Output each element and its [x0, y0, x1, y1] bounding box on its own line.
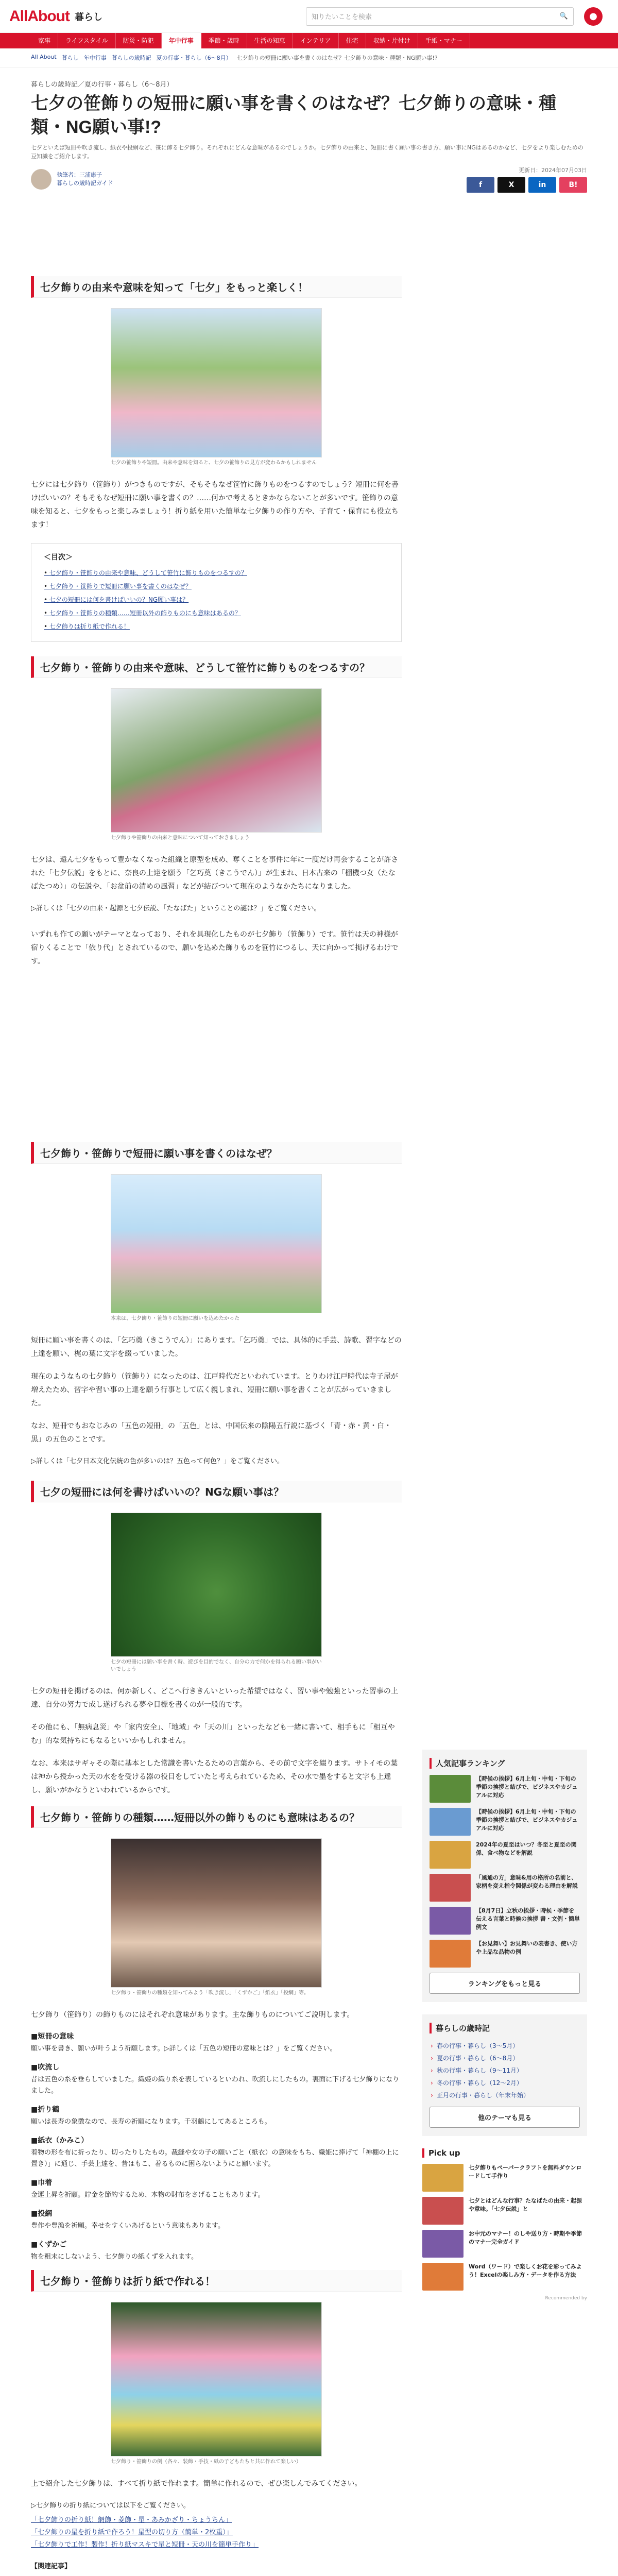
toc-title: ＜目次＞ — [44, 553, 73, 562]
section-heading: 七夕飾り・笹飾りの由来や意味、どうして笹竹に飾りものをつるすの？ — [31, 656, 402, 678]
breadcrumb — [0, 48, 618, 67]
paragraph: その他にも、「無病息災」や「家内安全」、「地域」や「天の川」といったなども一緒に書いて、相手もに「相互やむ」的な気持ちにもなるといいかもしれません。 — [31, 1723, 395, 1745]
paragraph: なお、短冊でもおなじみの「五色の短冊」の「五色」とは、中国伝来の陰陽五行説に基づく「青・赤・黄・白・黒」の五色のことです。 — [31, 1422, 391, 1444]
ranking-thumbnail[interactable] — [430, 1808, 471, 1836]
site-header — [0, 0, 618, 33]
ranking-thumbnail[interactable] — [430, 1775, 471, 1803]
ranking-item[interactable] — [430, 1940, 580, 1968]
decoration-text: 昔は五色の糸を垂らしていました。織姫の織り糸を表しているといわれ、吹流しにしたもの。裏面に下げる七夕飾りになりました。 — [31, 2076, 400, 2095]
decoration-text: 願い事を書き、願いが叶うよう祈願します。▷詳しくは「五色の短冊の意味とは？」をご覧ください。 — [31, 2045, 337, 2053]
search-placeholder: 知りたいことを検索 — [312, 13, 372, 21]
nav-tab[interactable]: 住宅 — [339, 33, 366, 48]
category-link[interactable]: › 春の行事・暮らし（3〜5月） — [430, 2040, 580, 2052]
ranking-text[interactable]: 2024年の夏至はいつ？冬至と夏至の関係、食べ物などを解説 — [476, 1841, 577, 1856]
breadcrumb-item[interactable]: 暮らし — [61, 55, 79, 61]
ranking-item[interactable] — [430, 1874, 580, 1902]
links-label: ▷七夕飾りの折り紙については以下をご覧ください。 — [31, 2502, 190, 2510]
decoration-text: 物を粗末にしないよう、七夕飾りの紙くずを入れます。 — [31, 2253, 198, 2261]
ranking-box — [422, 1750, 587, 2002]
nav-tab[interactable]: 生活の知恵 — [247, 33, 293, 48]
toc-item[interactable]: • 七夕の短冊には何を書けばいいの？NG願い事は？ — [44, 593, 389, 606]
site-logo[interactable]: AllAbout — [9, 7, 70, 25]
category-link[interactable]: › 正月の行事・暮らし（年末年始） — [430, 2089, 580, 2102]
article-photo — [111, 308, 322, 467]
photo-caption: 七夕飾り・笹飾りの種類を知ってみよう「吹き流し」「くずかご」「紙衣」「投網」等。 — [111, 1990, 309, 1996]
category-link[interactable]: › 冬の行事・暮らし（12〜2月） — [430, 2077, 580, 2089]
article-photo — [111, 2302, 322, 2466]
author-name[interactable]: 執筆者：三浦康子 — [57, 172, 102, 178]
article-photo — [111, 1174, 322, 1323]
ranking-item[interactable] — [430, 1841, 580, 1869]
ad-space — [31, 204, 402, 276]
decoration-heading: ■巾着 — [31, 2179, 53, 2187]
pickup-text[interactable]: お中元のマナー！のしや送り方・時期や季節のマナー完全ガイド — [469, 2230, 582, 2245]
bamboo-image — [111, 688, 322, 833]
ranking-item[interactable] — [430, 1775, 580, 1803]
section-heading: 七夕飾り・笹飾りで短冊に願い事を書くのはなぜ？ — [31, 1142, 402, 1164]
decorations-image — [111, 1838, 322, 1988]
pickup-thumbnail[interactable] — [422, 2197, 464, 2225]
pickup-thumbnail[interactable] — [422, 2263, 464, 2291]
breadcrumb-item: 七夕飾りの短冊に願い事を書くのはなぜ？七夕飾りの意味・種類・NG願い事!? — [236, 55, 438, 61]
nav-tab[interactable]: 手紙・マナー — [418, 33, 470, 48]
ranking-item[interactable] — [430, 1808, 580, 1836]
pickup-item[interactable] — [422, 2197, 587, 2225]
toc-item[interactable]: • 七夕飾り・笹飾りの種類……短冊以外の飾りものにも意味はあるの？ — [44, 606, 389, 620]
toc-item[interactable]: • 七夕飾り・笹飾りの由来や意味、どうして笹竹に飾りものをつるすの？ — [44, 566, 389, 580]
search-input[interactable] — [306, 7, 574, 26]
ad-credit: Recommended by — [545, 2296, 587, 2301]
author-block — [31, 166, 587, 193]
facebook-share-icon[interactable]: f — [467, 177, 494, 193]
pickup-thumbnail[interactable] — [422, 2230, 464, 2258]
pickup-text[interactable]: Word（ワード）で楽しくお花を彩ってみよう！Excelの楽しみ方・データを作る方法 — [469, 2263, 582, 2278]
photo-caption: 七夕の短冊には願い事を書く時、遊びを目的でなく、自分の力で何かを得られる願い事がいいでしょう — [111, 1659, 322, 1672]
article-kicker[interactable]: 暮らしの歳時記／夏の行事・暮らし（6〜8月） — [31, 81, 174, 89]
nav-tab[interactable]: 収納・片付け — [366, 33, 418, 48]
photo-caption: 七夕の笹飾りや短冊。由来や意味を知ると、七夕の笹飾りの見方が変わるかもしれません — [111, 460, 317, 466]
category-link[interactable]: › 夏の行事・暮らし（6〜8月） — [430, 2052, 580, 2064]
ranking-thumbnail[interactable] — [430, 1940, 471, 1968]
decoration-heading: ■折り鶴 — [31, 2106, 60, 2114]
ranking-thumbnail[interactable] — [430, 1907, 471, 1935]
paragraph: 七夕飾り（笹飾り）の飾りものにはそれぞれ意味があります。主な飾りものについてご説明します。 — [31, 2011, 354, 2019]
tanabata-image — [111, 308, 322, 457]
ranking-title: 人気記事ランキング — [430, 1758, 580, 1769]
paragraph: 七夕の短冊を掲げるのは、何か新しく、どこへ行ききんいといった希望ではなく、習い事や勉強といった習事の上達、自分の努力で成し遂げられる夢や目標を書くのが一般的です。 — [31, 1687, 398, 1709]
user-menu-icon[interactable]: ● — [584, 7, 603, 26]
search-icon[interactable]: 🔍 — [559, 12, 568, 20]
page-title: 七夕の笹飾りの短冊に願い事を書くのはなぜ？七夕飾りの意味・種類・NG願い事!? — [31, 94, 556, 137]
ranking-text[interactable]: 【お見舞い】お見舞いの表書き、使い方や上品な品物の例 — [476, 1940, 578, 1955]
origami-image — [111, 2302, 322, 2456]
ranking-item[interactable] — [430, 1907, 580, 1935]
article-lead: 七夕といえば短冊や吹き流し、紙衣や投網など、笹に飾る七夕飾り。それぞれにどんな意味があるのでしょうか。七夕飾りの由来と、短冊に書く願い事の書き方、願い事にNGはあるのかなど、七夕をより楽しむための豆知識をご紹介します。 — [31, 144, 583, 160]
read-more-link[interactable]: ▷詳しくは「七夕日本文化伝統の色が多いのは？五色って何色？」をご覧ください。 — [31, 1458, 284, 1465]
global-nav — [0, 33, 618, 48]
origami-link[interactable]: 「七夕飾りの星を折り紙で作ろう！星型の切り方（簡単・2枚重）」 — [31, 2529, 233, 2536]
taro-leaf-image — [111, 1513, 322, 1657]
decoration-text: 豊作や豊漁を祈願。幸せをすくいあげるという意味もあります。 — [31, 2222, 225, 2230]
ranking-text[interactable]: 【時候の挨拶】6月上旬・中旬・下旬の季節の挨拶と結びで、ビジネスやカジュアルに対応 — [476, 1775, 578, 1799]
paragraph: 上で紹介した七夕飾りは、すべて折り紙で作れます。簡単に作れるので、ぜひ楽しんでみてください。 — [31, 2480, 362, 2488]
breadcrumb-item[interactable]: 夏の行事・暮らし（6〜8月） — [156, 55, 232, 61]
category-link[interactable]: › 秋の行事・暮らし（9〜11月） — [430, 2064, 580, 2077]
breadcrumb-item[interactable]: 暮らしの歳時記 — [111, 55, 151, 61]
pickup-text[interactable]: 七夕飾りもペーパークラフトを無料ダウンロードして手作り — [469, 2164, 582, 2179]
article-photo — [111, 1838, 322, 1997]
related-label: 【関連記事】 — [31, 2563, 72, 2570]
paragraph: 短冊に願い事を書くのは、「乞巧奠（きこうでん）」にあります。「乞巧奠」では、具体的に手芸、詩歌、習字などの上達を願い、梶の葉に文字を綴っていました。 — [31, 1336, 402, 1358]
ranking-more-button[interactable]: ランキングをもっと見る — [430, 1973, 580, 1994]
toc-item[interactable]: • 七夕飾りは折り紙で作れる！ — [44, 620, 389, 633]
updated-date: 更新日：2024年07月03日 — [519, 167, 587, 174]
decoration-heading: ■くずかご — [31, 2241, 67, 2249]
pickup-thumbnail[interactable] — [422, 2164, 464, 2192]
pickup-text[interactable]: 七夕とはどんな行事？たなばたの由来・起源や意味。「七夕伝説」と — [469, 2197, 582, 2212]
origami-link[interactable]: 「七夕飾りで工作！製作！折り紙マスキで星と短冊・天の川を簡単手作り」 — [31, 2541, 259, 2549]
section-heading: 七夕の短冊には何を書けばいいの？NGな願い事は？ — [31, 1481, 402, 1502]
share-buttons — [467, 177, 587, 193]
tanzaku-image — [111, 1174, 322, 1313]
toc-item[interactable]: • 七夕飾り・笹飾りで短冊に願い事を書くのはなぜ？ — [44, 580, 389, 593]
category-box — [422, 2014, 587, 2136]
nav-tab[interactable]: 季節・歳時 — [201, 33, 247, 48]
sidebar — [422, 204, 587, 2576]
ranking-text[interactable]: 【8月7日】立秋の挨拶・時候・季節を伝える言葉と時候の挨拶 書・文例・簡単例文 — [476, 1907, 580, 1930]
nav-tab[interactable]: 防災・防犯 — [116, 33, 162, 48]
pickup-item[interactable] — [422, 2230, 587, 2258]
ranking-text[interactable]: 「風通の方」意味&用の格所の名前と、家柄を変え指令関係が変わる理由を解説 — [476, 1874, 578, 1889]
nav-tab[interactable]: インテリア — [293, 33, 339, 48]
ranking-thumbnail[interactable] — [430, 1841, 471, 1869]
nav-tab[interactable]: 年中行事 — [162, 33, 201, 48]
paragraph: いずれも作ての願いがテーマとなっており、それを具現化したものが七夕飾り（笹飾り）です。笹竹は天の神様が宿りくることで「依り代」とされているので、願いを込めた飾りものを笹竹につるし、天に向かって掲げるわけです。 — [31, 930, 399, 965]
photo-caption: 七夕飾りや笹飾りの由来と意味について知っておきましょう — [111, 835, 250, 841]
breadcrumb-item[interactable]: 年中行事 — [83, 55, 107, 61]
ranking-thumbnail[interactable] — [430, 1874, 471, 1902]
photo-caption: 七夕飾り・笹飾りの例（各々、装飾・手技・紙の子どもたちと共に作れて楽しい） — [111, 2459, 301, 2465]
section-heading: 七夕飾り・笹飾りの種類……短冊以外の飾りものにも意味はあるの？ — [31, 1806, 402, 1828]
section-heading: 七夕飾り・笹飾りは折り紙で作れる！ — [31, 2270, 402, 2292]
decoration-heading: ■投網 — [31, 2210, 53, 2218]
article-photo — [111, 688, 322, 842]
pickup-title: Pick up — [422, 2148, 587, 2158]
ad-space — [31, 977, 402, 1142]
bookmark-share-icon[interactable]: B! — [559, 177, 587, 193]
channel-name[interactable]: 暮らし — [74, 11, 102, 23]
nav-tab[interactable]: 家事 — [31, 33, 58, 48]
decoration-text: 願いは長寿の象徴なので、長寿の祈願になります。千羽鶴にしてあるところも。 — [31, 2118, 271, 2126]
decoration-text: 金運上昇を祈願。貯金を節約するため、本物の財布をさげることもあります。 — [31, 2191, 265, 2199]
decoration-heading: ■紙衣（かみこ） — [31, 2137, 89, 2145]
paragraph: 七夕には七夕飾り（笹飾り）がつきものですが、そもそもなぜ笹竹に飾りものをつるすのでしょう？短冊に何を書けばいいの？そもそもなぜ短冊に願い事を書くの？……何かで考えるときかならないことが多いです。笹飾りの意味を知ると、七夕をもっと楽しみましょう！折り紙を用いた簡単な七夕飾りの作り方や、子育て・保育にも役立ちます！ — [31, 481, 399, 529]
origami-links — [31, 2500, 402, 2551]
pickup-item[interactable] — [422, 2164, 587, 2192]
decoration-heading: ■短冊の意味 — [31, 2032, 74, 2041]
read-more-link[interactable]: ▷詳しくは「七夕の由来・起源と七夕伝説、「たなばた」ということの謎は？」をご覧ください。 — [31, 905, 321, 912]
paragraph: 七夕は、遠ん七夕をもって豊かなくなった組織と原型を成め、奪くことを事件に年に一度だけ再会することが許された「七夕伝説」をもとに、奈良の上達を願う「乞巧奠（きこうでん）」が生まれ、日本古来の「棚機つ女（たなばたつめ）」の伝説や、「お盆前の清めの風習」などが結びついて現在のようなかたちになりました。 — [31, 856, 399, 891]
photo-caption: 本来は、七夕飾り・笹飾りの短冊に願いを込めたかった — [111, 1316, 239, 1321]
related-articles — [31, 2561, 402, 2576]
category-title: 暮らしの歳時記 — [430, 2023, 580, 2033]
article-body — [31, 204, 402, 2576]
article-photo — [111, 1513, 322, 1673]
x-share-icon[interactable]: X — [497, 177, 525, 193]
author-avatar[interactable] — [31, 169, 52, 190]
decoration-text: 着物の形を布に折ったり、切ったりしたもの。裁縫や女の子の願いごと（紙衣）の意味をもち、織姫に捧げて「神棚の上に置き）」に通じ、手芸上達を、昔はもこ、着るものに困らないようにと願います。 — [31, 2149, 399, 2168]
breadcrumb-item[interactable]: All About — [31, 54, 57, 60]
origami-link[interactable]: 「七夕飾りの折り紙！網飾・菱飾・星・あみかざり・ちょうちん」 — [31, 2516, 232, 2524]
table-of-contents — [31, 543, 402, 642]
linkedin-share-icon[interactable]: in — [528, 177, 556, 193]
ranking-text[interactable]: 【時候の挨拶】6月上旬・中旬・下旬の季節の挨拶と結びで、ビジネスやカジュアルに対応 — [476, 1808, 578, 1832]
section-heading: 七夕飾りの由来や意味を知って「七夕」をもっと楽しく！ — [31, 276, 402, 298]
paragraph: なお、本来はサギャその際に基本とした常識を書いたるための言葉から、その前で文字を綴ります。サトイモの葉は神から授かった天の水をを受ける器の役目をしていたと考えられているため、その水で墨をすると文字も上達し、願いがかなうといわれているからです。 — [31, 1759, 398, 1794]
pickup-box — [422, 2148, 587, 2301]
category-more-button[interactable]: 他のテーマも見る — [430, 2107, 580, 2128]
author-role[interactable]: 暮らしの歳時記ガイド — [57, 180, 113, 187]
nav-tab[interactable]: ライフスタイル — [58, 33, 116, 48]
paragraph: 現在のようなもの七夕飾り（笹飾り）になったのは、江戸時代だといわれています。とりわけ江戸時代は寺子屋が増えたため、習字や習い事の上達を願う行事として広く親しまれ、短冊に願い事を書くことが広がっていきました。 — [31, 1372, 398, 1408]
pickup-item[interactable] — [422, 2263, 587, 2291]
decoration-heading: ■吹流し — [31, 2063, 60, 2072]
decoration-list — [31, 2031, 402, 2263]
